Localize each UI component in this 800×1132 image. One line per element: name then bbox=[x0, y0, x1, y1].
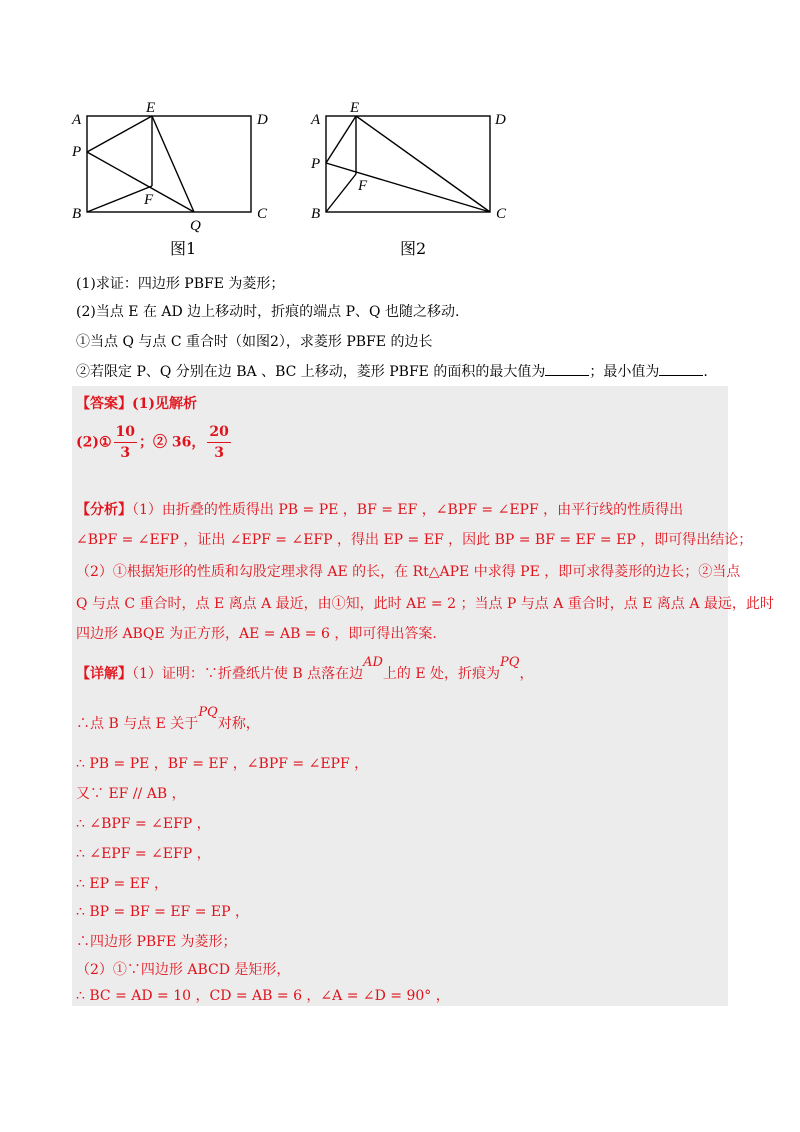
detail-line-7: ∴ EP = EF ， bbox=[76, 876, 169, 892]
detail-text-1: （1）证明：∵折叠纸片使 B 点落在边 bbox=[132, 666, 364, 682]
answer-blank-max bbox=[545, 363, 589, 376]
detail-pq-2: PQ bbox=[198, 705, 218, 720]
fig2-label-D: D bbox=[495, 112, 506, 128]
question-2b-pre: ②若限定 P、Q 分别在边 BA 、BC 上移动，菱形 PBFE 的面积的最大值为 bbox=[76, 364, 546, 380]
detail-line-1 bbox=[76, 655, 534, 685]
frac2-den: 3 bbox=[214, 445, 224, 461]
answer-part1: (1)见解析 bbox=[132, 396, 197, 412]
analysis-tag: 【分析】 bbox=[76, 502, 132, 518]
question-2b bbox=[76, 362, 708, 382]
detail-line-8: ∴ BP = BF = EF = EP ， bbox=[76, 904, 249, 920]
detail-line-6: ∴ ∠EPF = ∠EFP ， bbox=[76, 846, 211, 862]
fig1-label-Q: Q bbox=[190, 218, 201, 234]
detail-text-2-end: 对称， bbox=[217, 716, 260, 732]
question-1: (1)求证：四边形 PBFE 为菱形； bbox=[76, 276, 285, 292]
detail-line-9: ∴四边形 PBFE 为菱形； bbox=[76, 934, 237, 950]
detail-line-4: 又∵ EF // AB ， bbox=[76, 786, 186, 802]
analysis-line-1 bbox=[76, 500, 683, 520]
fig1-label-E: E bbox=[146, 100, 156, 116]
analysis-line-3: （2）①根据矩形的性质和勾股定理求得 AE 的长，在 Rt△APE 中求得 PE ，即可求得菱形的边长；②当点 bbox=[76, 564, 741, 580]
answer-line-2 bbox=[76, 422, 233, 463]
detail-text-1-mid: 上的 E 处，折痕为 bbox=[382, 666, 501, 682]
detail-pq: PQ bbox=[500, 655, 520, 670]
figure-2-caption: 图2 bbox=[400, 239, 427, 258]
detail-line-10: （2）①∵四边形 ABCD 是矩形， bbox=[76, 962, 291, 978]
fig1-label-A: A bbox=[72, 112, 82, 128]
detail-line-5: ∴ ∠BPF = ∠EFP ， bbox=[76, 816, 211, 832]
analysis-line-5: 四边形 ABQE 为正方形，AE = AB = 6 ，即可得出答案. bbox=[76, 626, 437, 642]
detail-line-3: ∴ PB = PE ，BF = EF ，∠BPF = ∠EPF ， bbox=[76, 756, 369, 772]
fig1-label-D: D bbox=[257, 112, 268, 128]
frac1-den: 3 bbox=[120, 445, 131, 461]
analysis-line-2: ∠BPF = ∠EFP ，证出 ∠EPF = ∠EFP ，得出 EP = EF ，因此 BP = BF = EF = EP ，即可得出结论； bbox=[76, 532, 753, 548]
answer-part2-mid: ；② 36， bbox=[139, 434, 206, 451]
fig2-label-B: B bbox=[311, 206, 321, 222]
detail-line-2 bbox=[76, 705, 260, 735]
detail-text-1-end: ， bbox=[519, 666, 534, 682]
detail-ad: AD bbox=[363, 655, 383, 670]
frac2-num: 20 bbox=[207, 422, 230, 443]
fig2-label-P: P bbox=[311, 156, 321, 172]
fig1-label-B: B bbox=[72, 206, 82, 222]
figure-1-caption: 图1 bbox=[170, 239, 197, 258]
fig2-label-F: F bbox=[358, 178, 368, 194]
figure-1 bbox=[87, 116, 251, 212]
answer-blank-min bbox=[659, 363, 703, 376]
answer-tag: 【答案】 bbox=[76, 396, 132, 412]
fig2-label-C: C bbox=[496, 206, 507, 222]
question-2b-mid: ；最小值为 bbox=[589, 364, 660, 380]
fig1-label-C: C bbox=[257, 206, 268, 222]
fraction-20-3 bbox=[207, 422, 230, 463]
detail-text-2: ∴点 B 与点 E 关于 bbox=[76, 716, 199, 732]
fraction-10-3 bbox=[114, 422, 137, 463]
analysis-text-1: （1）由折叠的性质得出 PB = PE ，BF = EF ，∠BPF = ∠EPF ，由平行线的性质得出 bbox=[132, 502, 684, 518]
fig1-label-F: F bbox=[144, 192, 154, 208]
answer-part2-pre: (2)① bbox=[76, 434, 112, 451]
question-2b-end: . bbox=[703, 364, 708, 380]
answer-line-1 bbox=[76, 394, 197, 414]
frac1-num: 10 bbox=[114, 422, 137, 443]
fig2-label-E: E bbox=[350, 100, 360, 116]
geometry-figures bbox=[60, 96, 530, 236]
detail-line-11: ∴ BC = AD = 10 ，CD = AB = 6 ，∠A = ∠D = 90° ， bbox=[76, 988, 450, 1004]
fig2-label-A: A bbox=[311, 112, 321, 128]
fig1-label-P: P bbox=[72, 144, 82, 160]
question-2: (2)当点 E 在 AD 边上移动时，折痕的端点 P、Q 也随之移动. bbox=[76, 304, 460, 320]
analysis-line-4: Q 与点 C 重合时，点 E 离点 A 最近，由①知，此时 AE = 2 ；当点 P 与点 A 重合时，点 E 离点 A 最远，此时 bbox=[76, 596, 774, 612]
question-2a: ①当点 Q 与点 C 重合时（如图2），求菱形 PBFE 的边长 bbox=[76, 334, 433, 350]
detail-tag: 【详解】 bbox=[76, 666, 132, 682]
figure-2 bbox=[326, 116, 490, 212]
